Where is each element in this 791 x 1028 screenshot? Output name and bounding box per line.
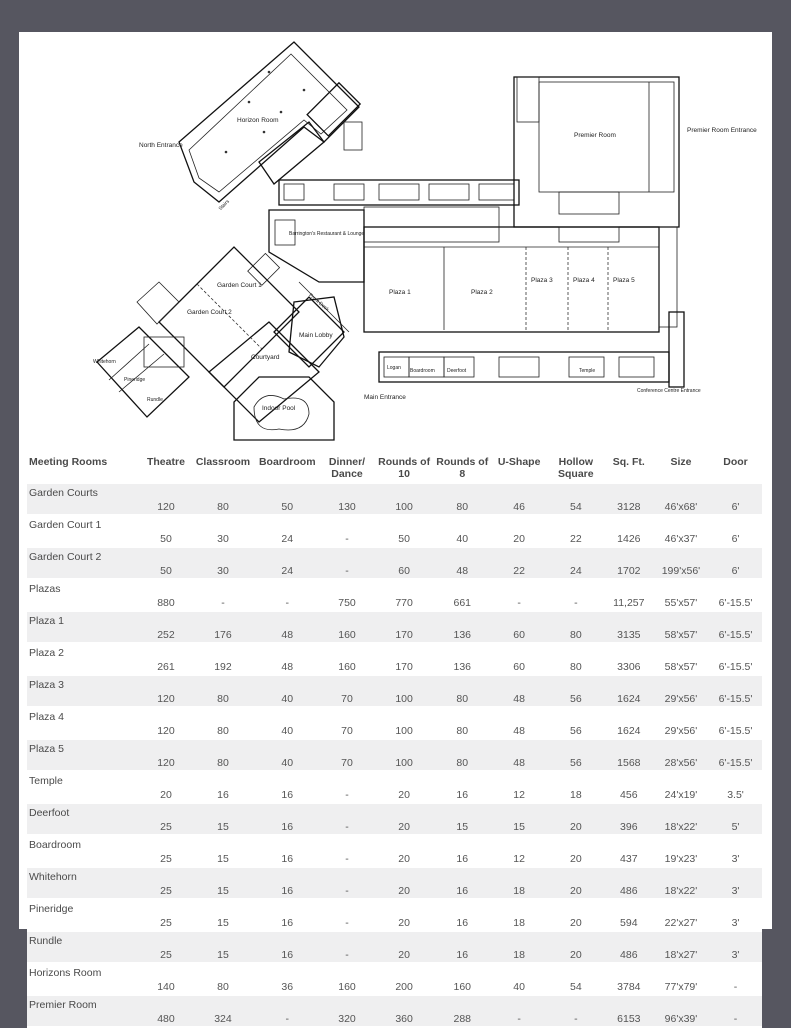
room-name-cell: Rundle [27,931,141,963]
whitehorn-label: Whitehorn [93,359,116,365]
table-cell: 6'-15.5' [709,643,762,675]
table-cell: 6'-15.5' [709,579,762,611]
table-row [27,515,762,547]
table-cell: 20 [547,931,605,963]
table-cell: 6' [709,515,762,547]
table-cell: 6153 [605,995,653,1027]
table-cell: 20 [375,771,433,803]
table-cell: 56 [547,707,605,739]
table-cell: - [319,931,375,963]
table-cell: 6' [709,484,762,515]
table-row [27,963,762,995]
table-cell: 18 [547,771,605,803]
main-entrance-label: Main Entrance [364,394,406,401]
table-cell: - [256,579,319,611]
table-cell: 170 [375,643,433,675]
temple-label: Temple [579,368,596,374]
table-cell: - [491,579,547,611]
table-cell: 15 [190,867,255,899]
table-cell: 16 [433,899,491,931]
table-cell: 20 [375,931,433,963]
table-cell: 19'x23' [653,835,709,867]
table-cell: 486 [605,931,653,963]
table-cell: 170 [375,611,433,643]
table-cell: 3784 [605,963,653,995]
table-cell: 6'-15.5' [709,707,762,739]
room-name-cell: Whitehorn [27,867,141,899]
table-cell: 80 [433,707,491,739]
table-cell: 12 [491,771,547,803]
table-cell: - [190,579,255,611]
logan-label: Logan [387,365,401,371]
table-cell: 70 [319,675,375,707]
conference-entrance-label: Conference Centre Entrance [637,388,701,394]
table-cell: 18 [491,899,547,931]
table-cell: 16 [256,771,319,803]
table-cell: 96'x39' [653,995,709,1027]
table-cell: 46'x68' [653,484,709,515]
header-hollow-square: Hollow Square [558,456,594,480]
table-row [27,803,762,835]
table-cell: 58'x57' [653,643,709,675]
table-cell: 100 [375,484,433,515]
pineridge-label: Pineridge [124,377,146,383]
table-cell: - [319,803,375,835]
main-lobby-label: Main Lobby [299,332,333,339]
table-cell: 22'x27' [653,899,709,931]
plaza-1-label: Plaza 1 [389,289,411,296]
table-cell: 80 [433,484,491,515]
header-boardroom: Boardroom [258,456,316,468]
table-cell: 324 [190,995,255,1027]
header-rounds-of-8: Rounds of 8 [436,456,489,480]
table-row [27,611,762,643]
table-cell: 100 [375,739,433,771]
table-cell: 5' [709,803,762,835]
table-cell: 80 [190,963,255,995]
table-cell: 252 [141,611,190,643]
table-row [27,739,762,771]
table-cell: 16 [433,771,491,803]
plaza-2-label: Plaza 2 [471,289,493,296]
table-cell: 1702 [605,547,653,579]
table-cell: 25 [141,931,190,963]
table-cell: 24 [256,547,319,579]
garden-courts-outline [159,247,299,387]
table-cell: 54 [547,963,605,995]
table-row [27,995,762,1027]
room-name-cell: Horizons Room [27,963,141,995]
table-cell: 15 [433,803,491,835]
plaza-3-label: Plaza 3 [531,277,553,284]
table-cell: 18'x22' [653,867,709,899]
table-cell: 880 [141,579,190,611]
table-cell: 396 [605,803,653,835]
table-cell: 456 [605,771,653,803]
premier-entrance-label: Premier Room Entrance [687,127,757,134]
room-name-cell: Deerfoot [27,803,141,835]
table-cell: 18 [491,931,547,963]
table-cell: 16 [256,867,319,899]
table-cell: 40 [433,515,491,547]
header-size: Size [670,456,692,468]
header-classroom: Classroom [195,456,251,468]
table-cell: 80 [433,739,491,771]
table-cell: 1624 [605,675,653,707]
table-cell: 136 [433,611,491,643]
table-cell: 160 [319,611,375,643]
table-cell: 22 [491,547,547,579]
table-cell: 20 [141,771,190,803]
table-cell: 176 [190,611,255,643]
table-cell: 40 [491,963,547,995]
table-cell: 40 [256,739,319,771]
table-cell: 136 [433,643,491,675]
room-name-cell: Garden Courts [27,484,141,515]
table-cell: 320 [319,995,375,1027]
table-cell: - [319,771,375,803]
table-cell: - [709,995,762,1027]
table-cell: 20 [375,899,433,931]
header-rounds-of-10: Rounds of 10 [378,456,431,480]
table-cell: 15 [190,899,255,931]
rundle-label: Rundle [147,397,163,403]
table-cell: 3' [709,931,762,963]
table-cell: 3' [709,899,762,931]
table-cell: 46 [491,484,547,515]
front-desk-label: Front Desk [307,292,330,313]
table-cell: 25 [141,803,190,835]
table-row [27,579,762,611]
table-cell: 661 [433,579,491,611]
table-row [27,675,762,707]
table-cell: 48 [256,643,319,675]
table-cell: 160 [433,963,491,995]
table-cell: 6'-15.5' [709,611,762,643]
table-cell: 55'x57' [653,579,709,611]
meeting-rooms-table [27,452,762,1028]
table-row [27,899,762,931]
table-cell: 16 [433,835,491,867]
table-cell: 70 [319,707,375,739]
table-cell: 200 [375,963,433,995]
table-cell: 50 [141,547,190,579]
table-cell: 770 [375,579,433,611]
table-cell: 50 [141,515,190,547]
table-cell: 140 [141,963,190,995]
table-cell: 30 [190,547,255,579]
header-u-shape: U-Shape [497,456,541,468]
table-cell: 46'x37' [653,515,709,547]
table-cell: 130 [319,484,375,515]
header-sq-ft: Sq. Ft. [612,456,645,468]
table-cell: 80 [190,484,255,515]
table-cell: 16 [433,931,491,963]
table-cell: 120 [141,484,190,515]
table-cell: 192 [190,643,255,675]
table-row [27,707,762,739]
table-cell: 3' [709,867,762,899]
stairs-label: Stairs [217,198,231,212]
table-cell: 486 [605,867,653,899]
table-cell: 12 [491,835,547,867]
plaza-5-label: Plaza 5 [613,277,635,284]
room-name-cell: Temple [27,771,141,803]
horizon-room-label: Horizon Room [237,117,279,124]
table-cell: 437 [605,835,653,867]
table-cell: 48 [491,739,547,771]
table-cell: 100 [375,707,433,739]
table-cell: 3135 [605,611,653,643]
table-cell: 60 [491,611,547,643]
table-row [27,835,762,867]
table-cell: 16 [190,771,255,803]
table-cell: 18 [491,867,547,899]
table-cell: 360 [375,995,433,1027]
table-cell: 80 [190,707,255,739]
table-cell: 56 [547,675,605,707]
table-cell: 15 [190,803,255,835]
room-name-cell: Premier Room [27,995,141,1027]
table-cell: 15 [491,803,547,835]
table-cell: 77'x79' [653,963,709,995]
room-name-cell: Plaza 4 [27,707,141,739]
table-cell: - [256,995,319,1027]
table-cell: 25 [141,867,190,899]
table-cell: 1568 [605,739,653,771]
header-dinner-dance: Dinner/ Dance [328,456,366,480]
table-cell: 50 [375,515,433,547]
header-theatre: Theatre [146,456,185,468]
table-row [27,771,762,803]
table-cell: 40 [256,675,319,707]
table-cell: 20 [547,803,605,835]
table-cell: 288 [433,995,491,1027]
header-door: Door [723,456,748,468]
table-cell: 24 [547,547,605,579]
table-cell: 100 [375,675,433,707]
table-cell: 6' [709,547,762,579]
table-cell: 54 [547,484,605,515]
table-cell: 16 [256,931,319,963]
north-entrance-label: North Entrance [139,142,183,149]
table-row [27,867,762,899]
table-cell: - [319,547,375,579]
table-row [27,547,762,579]
table-cell: 160 [319,643,375,675]
floor-plan [19,32,772,452]
floor-plan-drawing [19,32,772,452]
table-cell: 60 [491,643,547,675]
table-cell: 48 [491,675,547,707]
table-cell: 3128 [605,484,653,515]
table-cell: 15 [190,931,255,963]
table-cell: 60 [375,547,433,579]
table-cell: 20 [547,867,605,899]
table-cell: 48 [491,707,547,739]
indoor-pool-label: Indoor Pool [262,405,296,412]
table-cell: 480 [141,995,190,1027]
table-cell: 20 [375,803,433,835]
room-name-cell: Plaza 2 [27,643,141,675]
table-cell: 120 [141,707,190,739]
table-cell: 1426 [605,515,653,547]
table-cell: 80 [190,739,255,771]
table-cell: - [547,579,605,611]
barringtons-label: Barrington's Restaurant & Lounge [289,231,365,237]
table-header-row [27,452,762,484]
table-cell: 80 [433,675,491,707]
table-cell: - [319,899,375,931]
table-cell: 16 [433,867,491,899]
table-cell: 20 [375,835,433,867]
room-name-cell: Plazas [27,579,141,611]
boardroom-label: Boardroom [410,368,435,374]
table-row [27,643,762,675]
deerfoot-label: Deerfoot [447,368,467,374]
room-name-cell: Plaza 5 [27,739,141,771]
table-cell: 80 [547,643,605,675]
table-row [27,931,762,963]
table-cell: 36 [256,963,319,995]
table-cell: 15 [190,835,255,867]
table-cell: - [547,995,605,1027]
table-cell: 16 [256,803,319,835]
room-name-cell: Garden Court 2 [27,547,141,579]
table-cell: 20 [491,515,547,547]
table-cell: 20 [547,899,605,931]
table-cell: 80 [190,675,255,707]
table-cell: 24'x19' [653,771,709,803]
table-cell: 29'x56' [653,707,709,739]
table-cell: 261 [141,643,190,675]
table-cell: 18'x22' [653,803,709,835]
table-cell: 80 [547,611,605,643]
table-cell: 160 [319,963,375,995]
table-cell: 40 [256,707,319,739]
header-meeting-rooms: Meeting Rooms [29,456,108,468]
table-cell: 6'-15.5' [709,739,762,771]
table-body [27,484,762,1027]
table-cell: 50 [256,484,319,515]
room-name-cell: Boardroom [27,835,141,867]
table-cell: 25 [141,899,190,931]
room-name-cell: Plaza 3 [27,675,141,707]
garden-court-1-label: Garden Court 1 [217,282,262,289]
table-cell: - [319,515,375,547]
table-cell: 16 [256,899,319,931]
table-cell: 56 [547,739,605,771]
table-cell: 29'x56' [653,675,709,707]
table-cell: 120 [141,675,190,707]
table-cell: - [709,963,762,995]
premier-room-label: Premier Room [574,132,616,139]
table-row [27,484,762,515]
table-cell: 22 [547,515,605,547]
room-name-cell: Plaza 1 [27,611,141,643]
room-name-cell: Pineridge [27,899,141,931]
table-cell: 30 [190,515,255,547]
table-cell: 24 [256,515,319,547]
garden-court-2-label: Garden Court 2 [187,309,232,316]
table-cell: 594 [605,899,653,931]
table-cell: 11,257 [605,579,653,611]
table-cell: 25 [141,835,190,867]
table-cell: 20 [547,835,605,867]
table-cell: 20 [375,867,433,899]
table-cell: 199'x56' [653,547,709,579]
courtyard-label: Courtyard [251,354,280,361]
table-cell: 1624 [605,707,653,739]
table-cell: 18'x27' [653,931,709,963]
document-page [19,32,772,1025]
table-cell: - [319,835,375,867]
table-cell: 3.5' [709,771,762,803]
table-cell: 3306 [605,643,653,675]
table-cell: 120 [141,739,190,771]
plaza-4-label: Plaza 4 [573,277,595,284]
table-cell: 3' [709,835,762,867]
room-name-cell: Garden Court 1 [27,515,141,547]
table-cell: 6'-15.5' [709,675,762,707]
table-cell: 48 [256,611,319,643]
table-cell: 70 [319,739,375,771]
table-cell: - [319,867,375,899]
table-cell: - [491,995,547,1027]
table-cell: 16 [256,835,319,867]
table-cell: 28'x56' [653,739,709,771]
table-cell: 48 [433,547,491,579]
table-cell: 58'x57' [653,611,709,643]
table-cell: 750 [319,579,375,611]
